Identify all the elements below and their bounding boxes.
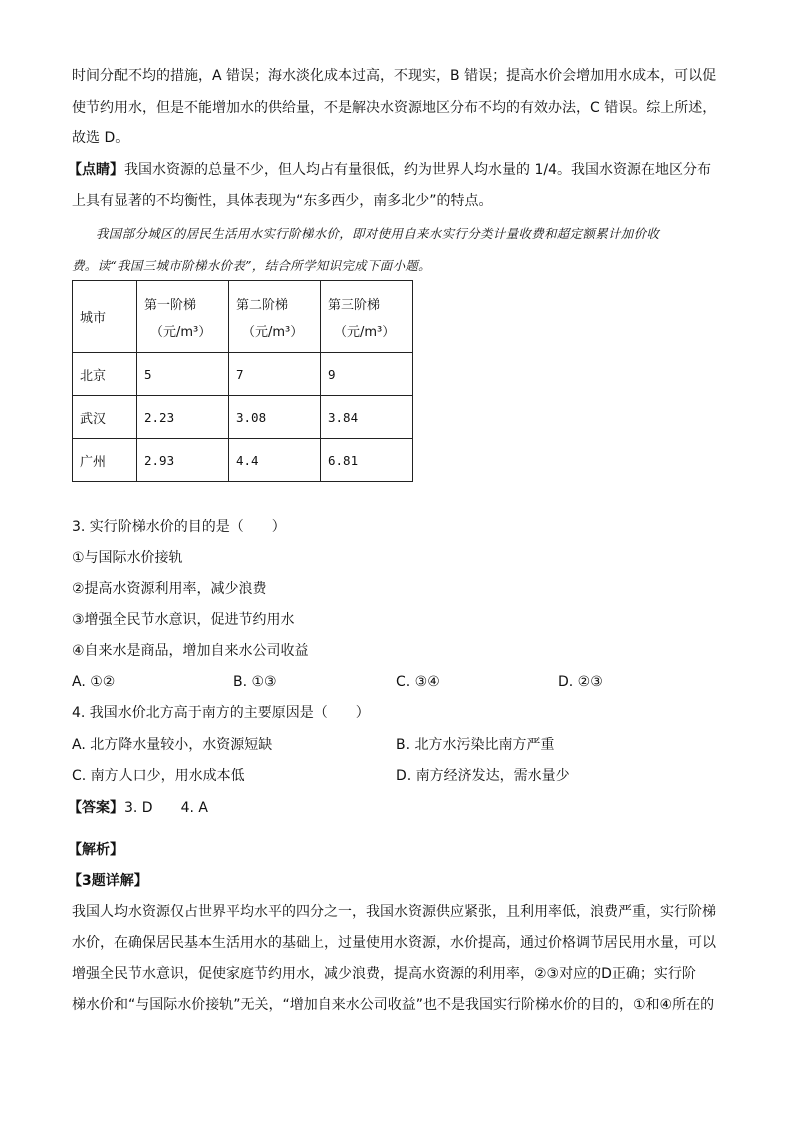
q4-option-a: A. 北方降水量较小，水资源短缺 xyxy=(72,737,273,753)
header-tier-3: 第三阶梯 （元/m³） xyxy=(321,281,413,353)
intro-line-1: 我国部分城区的居民生活用水实行阶梯水价，即对使用自来水实行分类计量收费和超定额累计加价收 xyxy=(96,226,660,241)
price-cell: 7 xyxy=(229,353,321,396)
q3-option-c: C. ③④ xyxy=(396,674,440,690)
detail-3-line-1: 我国人均水资源仅占世界平均水平的四分之一，我国水资源供应紧张，且利用率低，浪费严重，实行阶梯 xyxy=(72,904,716,920)
dianjing-line-2: 上具有显著的不均衡性，具体表现为“东多西少，南多北少”的特点。 xyxy=(72,193,493,209)
q3-item-1: ①与国际水价接轨 xyxy=(72,550,183,566)
detail-3-heading: 【3题详解】 xyxy=(68,873,148,889)
price-cell: 5 xyxy=(137,353,229,396)
table-row xyxy=(73,439,413,482)
q4-option-b: B. 北方水污染比南方严重 xyxy=(396,737,555,753)
water-price-table xyxy=(72,280,413,482)
analysis-heading: 【解析】 xyxy=(68,842,124,858)
price-cell: 6.81 xyxy=(321,439,413,482)
table-header-row xyxy=(73,281,413,353)
q4-option-d: D. 南方经济发达，需水量少 xyxy=(396,768,570,784)
q3-option-d: D. ②③ xyxy=(558,674,603,690)
detail-3-line-4: 梯水价和“与国际水价接轨”无关，“增加自来水公司收益”也不是我国实行阶梯水价的目的，①和④所在的 xyxy=(72,997,715,1013)
answer-line xyxy=(68,798,208,818)
paragraph-line-2: 使节约用水，但是不能增加水的供给量，不是解决水资源地区分布不均的有效办法，C 错误。综上所述， xyxy=(72,100,717,116)
q4-stem: 4. 我国水价北方高于南方的主要原因是（ ） xyxy=(72,705,370,721)
q3-item-3: ③增强全民节水意识，促进节约用水 xyxy=(72,612,295,628)
table-row xyxy=(73,396,413,439)
dianjing-text-1: 我国水资源的总量不少，但人均占有量很低，约为世界人均水量的 1/4。我国水资源在地区分布 xyxy=(124,162,711,178)
answer-text: 3. D 4. A xyxy=(124,800,208,816)
city-cell: 广州 xyxy=(73,439,137,482)
table-row xyxy=(73,353,413,396)
price-cell: 4.4 xyxy=(229,439,321,482)
answer-label: 【答案】 xyxy=(68,800,124,816)
paragraph-line-1: 时间分配不均的措施，A 错误；海水淡化成本过高，不现实，B 错误；提高水价会增加用水成本，可以促 xyxy=(72,68,717,84)
detail-3-line-3: 增强全民节水意识，促使家庭节约用水，减少浪费，提高水资源的利用率，②③对应的D正确；实行阶 xyxy=(72,966,696,982)
paragraph-line-3: 故选 D。 xyxy=(72,130,130,146)
price-cell: 3.84 xyxy=(321,396,413,439)
price-cell: 2.93 xyxy=(137,439,229,482)
header-tier-1: 第一阶梯 （元/m³） xyxy=(137,281,229,353)
intro-line-2: 费。读“我国三城市阶梯水价表”，结合所学知识完成下面小题。 xyxy=(72,258,431,273)
price-cell: 3.08 xyxy=(229,396,321,439)
q3-item-2: ②提高水资源利用率，减少浪费 xyxy=(72,581,267,597)
price-cell: 2.23 xyxy=(137,396,229,439)
detail-3-line-2: 水价，在确保居民基本生活用水的基础上，过量使用水资源，水价提高，通过价格调节居民用水量，可以 xyxy=(72,935,716,951)
dianjing-line-1 xyxy=(68,160,711,180)
header-tier-2: 第二阶梯 （元/m³） xyxy=(229,281,321,353)
header-city: 城市 xyxy=(73,281,137,353)
q3-option-a: A. ①② xyxy=(72,674,116,690)
q3-stem: 3. 实行阶梯水价的目的是（ ） xyxy=(72,519,286,535)
dianjing-label: 【点睛】 xyxy=(68,162,124,178)
q3-item-4: ④自来水是商品，增加自来水公司收益 xyxy=(72,643,309,659)
city-cell: 武汉 xyxy=(73,396,137,439)
city-cell: 北京 xyxy=(73,353,137,396)
q4-option-c: C. 南方人口少，用水成本低 xyxy=(72,768,245,784)
price-cell: 9 xyxy=(321,353,413,396)
q3-option-b: B. ①③ xyxy=(233,674,277,690)
